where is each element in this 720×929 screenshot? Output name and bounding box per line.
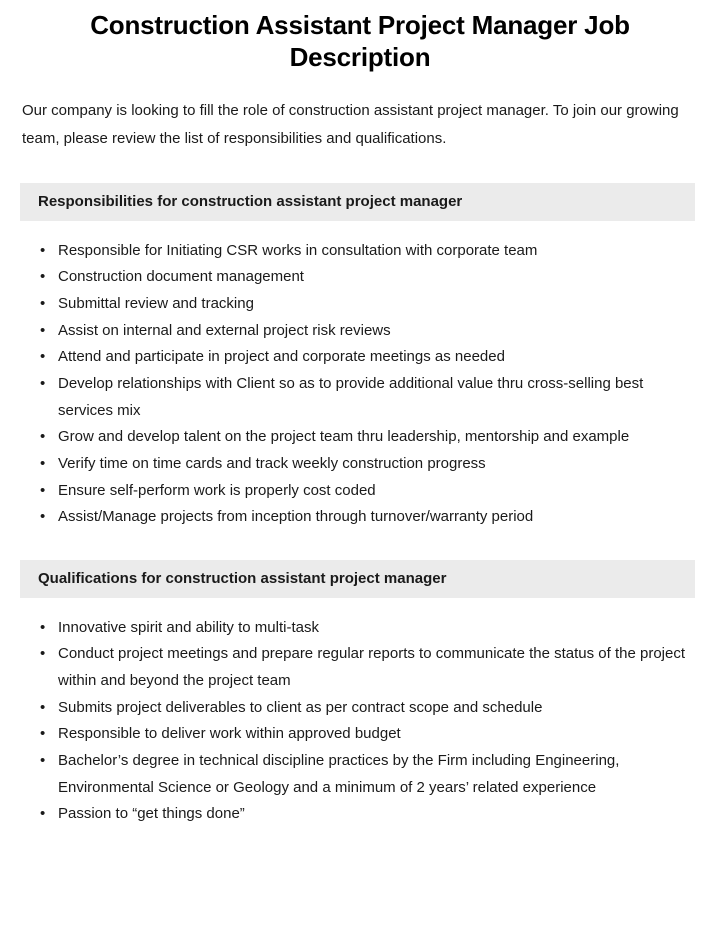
list-item: • Ensure self-perform work is properly cost coded [0,478,720,505]
qualifications-section-heading: Qualifications for construction assistant project manager [20,560,695,598]
page-title: Construction Assistant Project Manager Job Description [90,10,630,72]
list-item: • Bachelor’s degree in technical discipline practices by the Firm including Engineering, Environmental Science or Geology and a minimum of 2 years’ related experience [0,748,720,801]
list-item: • Verify time on time cards and track weekly construction progress [0,451,720,478]
list-item: • Responsible for Initiating CSR works in consultation with corporate team [0,238,720,265]
responsibilities-list [0,238,720,532]
list-item: • Assist/Manage projects from inception through turnover/warranty period [0,504,720,531]
list-item: • Conduct project meetings and prepare regular reports to communicate the status of the project within and beyond the project team [0,641,720,694]
list-item: • Attend and participate in project and corporate meetings as needed [0,344,720,371]
qualifications-list-wrapper [0,598,720,829]
list-item: • Submittal review and tracking [0,291,720,318]
list-item: • Submits project deliverables to client as per contract scope and schedule [0,695,720,722]
list-item: • Responsible to deliver work within approved budget [0,721,720,748]
list-item: • Grow and develop talent on the project team thru leadership, mentorship and example [0,424,720,451]
qualifications-section [0,560,720,828]
intro-paragraph: Our company is looking to fill the role of construction assistant project manager. To join our growing team, please review the list of responsibilities and qualifications. [22,102,679,147]
list-item: • Assist on internal and external project risk reviews [0,318,720,345]
list-item: • Innovative spirit and ability to multi-task [0,615,720,642]
responsibilities-section [0,183,720,531]
list-item: • Construction document management [0,264,720,291]
responsibilities-list-wrapper [0,221,720,532]
responsibilities-section-heading: Responsibilities for construction assistant project manager [20,183,695,221]
qualifications-list [0,615,720,829]
list-item: • Passion to “get things done” [0,801,720,828]
list-item: • Develop relationships with Client so as to provide additional value thru cross-selling best services mix [0,371,720,424]
